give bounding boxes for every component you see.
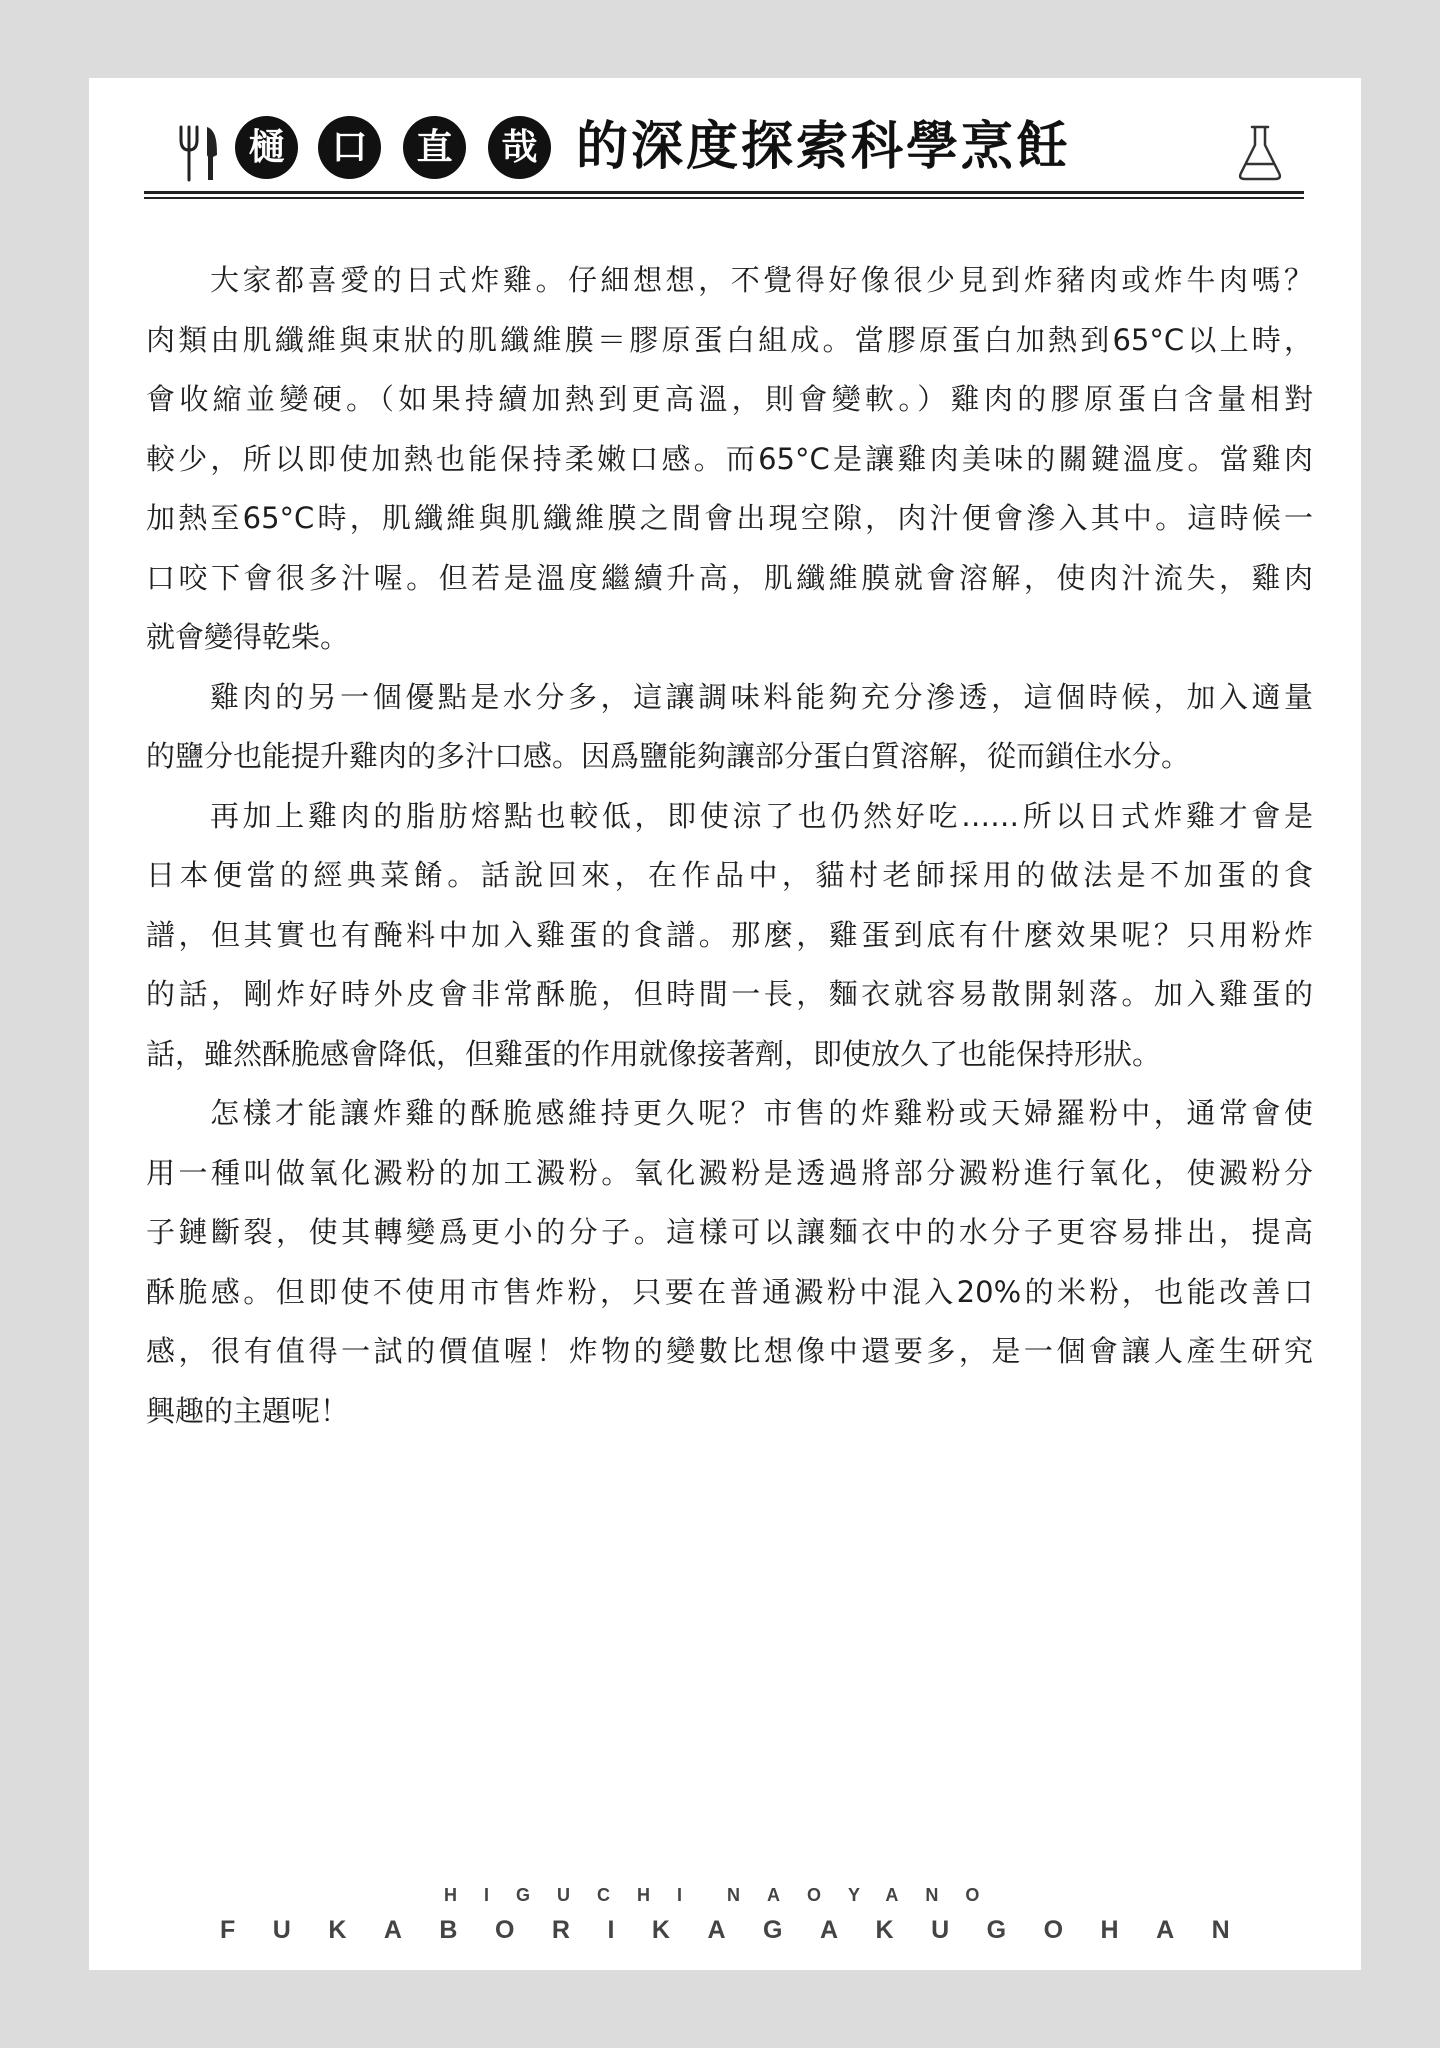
header-divider	[144, 191, 1304, 194]
body-text-line: 的話，剛炸好時外皮會非常酥脆，但時間一長，麵衣就容易散開剝落。加入雞蛋的	[146, 977, 1313, 1011]
header-divider	[144, 197, 1304, 199]
author-name-char-circle: 口	[318, 116, 381, 179]
body-text-line: 肉類由肌纖維與束狀的肌纖維膜＝膠原蛋白組成。當膠原蛋白加熱到65°C以上時，	[146, 322, 1313, 357]
body-text-line: 酥脆感。但即使不使用市售炸粉，只要在普通澱粉中混入20%的米粉，也能改善口	[146, 1274, 1313, 1309]
author-name-char-circle: 直	[403, 116, 466, 179]
body-text-line: 會收縮並變硬。（如果持續加熱到更高溫，則會變軟。）雞肉的膠原蛋白含量相對	[146, 382, 1313, 416]
body-text-line: 日本便當的經典菜餚。話說回來，在作品中，貓村老師採用的做法是不加蛋的食	[146, 858, 1313, 892]
body-text-line: 的鹽分也能提升雞肉的多汁口感。因爲鹽能夠讓部分蛋白質溶解，從而鎖住水分。	[146, 739, 1191, 773]
footer-author-romaji: HIGUCHI NAOYANO	[444, 1885, 1007, 1905]
fork-and-knife-icon	[176, 124, 220, 182]
document-page	[89, 78, 1361, 1970]
author-name-char-circle: 樋	[235, 116, 298, 179]
body-text-line: 怎樣才能讓炸雞的酥脆感維持更久呢？市售的炸雞粉或天婦羅粉中，通常會使	[210, 1096, 1313, 1130]
body-text-line: 話，雖然酥脆感會降低，但雞蛋的作用就像接著劑，即使放久了也能保持形狀。	[146, 1036, 1162, 1071]
paragraph	[146, 787, 1313, 1085]
body-text-line: 子鏈斷裂，使其轉變爲更小的分子。這樣可以讓麵衣中的水分子更容易排出，提高	[146, 1215, 1313, 1249]
body-text-line: 口咬下會很多汁喔。但若是溫度繼續升高，肌纖維膜就會溶解，使肉汁流失，雞肉	[146, 560, 1313, 595]
paragraph	[146, 668, 1313, 787]
author-name-char-circle: 哉	[488, 116, 551, 179]
body-text-line: 大家都喜愛的日式炸雞。仔細想想，不覺得好像很少見到炸豬肉或炸牛肉嗎？	[210, 263, 1313, 297]
body-text-line: 加熱至65°C時，肌纖維與肌纖維膜之間會出現空隙，肉汁便會滲入其中。這時候一	[146, 501, 1313, 535]
body-text-line: 譜，但其實也有醃料中加入雞蛋的食譜。那麼，雞蛋到底有什麼效果呢？只用粉炸	[146, 917, 1313, 952]
body-text-line: 再加上雞肉的脂肪熔點也較低，即使涼了也仍然好吃……所以日式炸雞才會是	[210, 798, 1313, 833]
body-text-line: 雞肉的另一個優點是水分多，這讓調味料能夠充分滲透，這個時候，加入適量	[210, 679, 1313, 714]
paragraph	[146, 251, 1313, 668]
body-text-line: 感，很有值得一試的價值喔！炸物的變數比想像中還要多，是一個會讓人產生研究	[146, 1334, 1313, 1368]
page-title: 的深度探索科學烹飪	[576, 117, 1072, 177]
article-body	[146, 251, 1313, 1441]
body-text-line: 用一種叫做氧化澱粉的加工澱粉。氧化澱粉是透過將部分澱粉進行氧化，使澱粉分	[146, 1155, 1313, 1190]
body-text-line: 就會變得乾柴。	[146, 620, 350, 654]
body-text-line: 較少，所以即使加熱也能保持柔嫩口感。而65°C是讓雞肉美味的關鍵溫度。當雞肉	[146, 441, 1313, 476]
flask-icon	[1236, 124, 1284, 182]
body-text-line: 興趣的主題呢！	[146, 1393, 350, 1428]
footer-series-romaji: FUKABORIKAGAKUGOHAN	[220, 1916, 1268, 1944]
paragraph	[146, 1084, 1313, 1441]
